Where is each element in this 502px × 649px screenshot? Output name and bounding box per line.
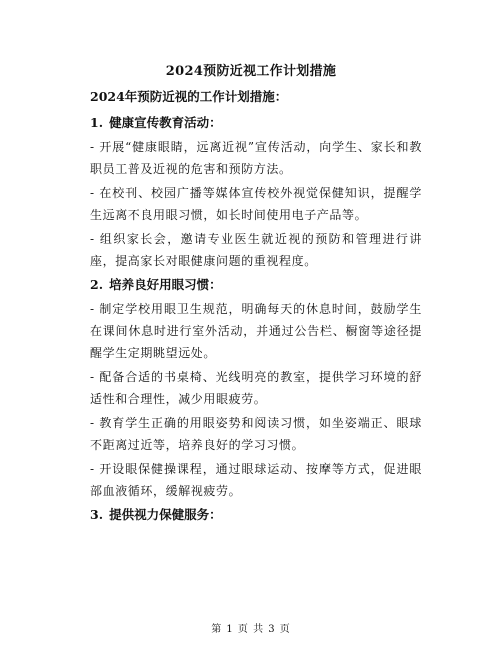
section-title: 提供视力保健服务： [109, 507, 222, 522]
section-title: 健康宣传教育活动： [109, 115, 222, 130]
section-1-item-3: - 组织家长会，邀请专业医生就近视的预防和管理进行讲座，提高家长对眼健康问题的重视程度。 [90, 232, 422, 268]
page-footer: 第 1 页 共 3 页 [211, 624, 291, 635]
section-number: 3. [90, 507, 104, 522]
section-title: 培养良好用眼习惯： [109, 277, 222, 292]
section-2-item-3: - 教育学生正确的用眼姿势和阅读习惯，如坐姿端正、眼球不距离过近等，培养良好的学习习惯。 [90, 416, 422, 452]
section-1-item-1: - 开展“健康眼睛，远离近视”宣传活动，向学生、家长和教职员工普及近视的危害和预防方法。 [90, 140, 422, 176]
section-2-item-1: - 制定学校用眼卫生规范，明确每天的休息时间，鼓励学生在课间休息时进行室外活动，并通过公告栏、橱窗等途径提醒学生定期眺望远处。 [90, 302, 422, 360]
section-2-item-2: - 配备合适的书桌椅、光线明亮的教室，提供学习环境的舒适性和合理性，减少用眼疲劳。 [90, 370, 422, 406]
section-number: 1. [90, 115, 104, 130]
section-number: 2. [90, 277, 104, 292]
section-heading-1 [90, 112, 422, 134]
document-subtitle: 2024年预防近视的工作计划措施： [90, 89, 288, 104]
section-heading-3 [90, 504, 422, 526]
document-title: 2024预防近视工作计划措施 [165, 64, 337, 79]
section-1-item-2: - 在校刊、校园广播等媒体宣传校外视觉保健知识，提醒学生远离不良用眼习惯，如长时间使用电子产品等。 [90, 186, 422, 222]
section-2-item-4: - 开设眼保健操课程，通过眼球运动、按摩等方式，促进眼部血液循环，缓解视疲劳。 [90, 462, 422, 498]
section-heading-2 [90, 274, 422, 296]
document-body [90, 86, 422, 528]
